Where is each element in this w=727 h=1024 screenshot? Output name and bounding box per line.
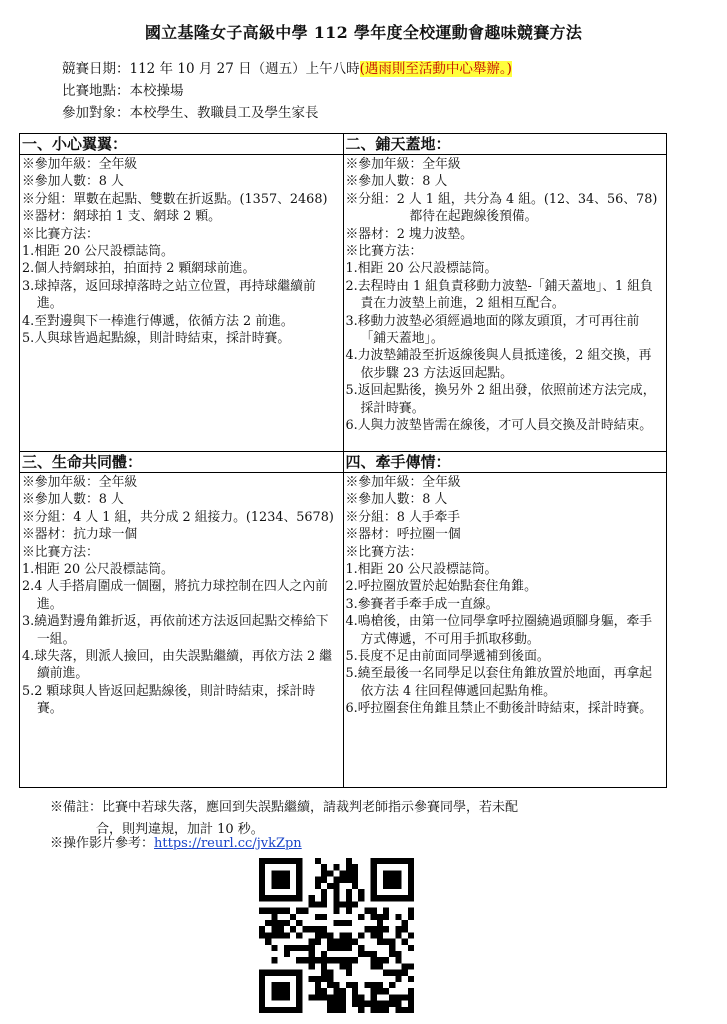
section-line: 4.力波墊鋪設至折返線後與人員抵達後，2 組交換，再依步驟 23 方法返回起點。 — [345, 348, 652, 381]
video-reference — [50, 832, 302, 851]
section-line: ※比賽方法： — [22, 544, 99, 560]
competition-table — [19, 133, 667, 788]
section-line: 3.球掉落，返回球掉落時之站立位置，再持球繼續前進。 — [22, 278, 316, 312]
section-line: 4.球失落，則派人撿回，由失誤點繼續，再依方法 2 繼續前進。 — [22, 649, 333, 682]
section-title: 二、鋪天蓋地： — [344, 135, 667, 155]
section-cell-2 — [343, 134, 667, 452]
event-date: 競賽日期：112 年 10 月 27 日（週五）上午八時 — [62, 61, 360, 77]
event-info — [62, 58, 512, 124]
section-line: 5.長度不足由前面同學遞補到後面。 — [345, 649, 550, 665]
section-line: ※比賽方法： — [22, 226, 99, 242]
section-line: ※參加人數：8 人 — [345, 174, 448, 190]
section-line: 2.個人持網球拍，拍面持 2 顆網球前進。 — [22, 261, 256, 277]
event-date-line — [62, 58, 512, 80]
section-line: 6.人與力波墊皆需在線後，才可人員交換及計時結束。 — [345, 418, 653, 434]
section-line: 3.移動力波墊必須經過地面的隊友頭頂，才可再往前「鋪天蓋地」。 — [345, 313, 640, 347]
video-link[interactable]: https://reurl.cc/jvkZpn — [154, 836, 302, 851]
section-line: 2.呼拉圈放置於起始點套住角錐。 — [345, 579, 537, 595]
section-line: ※比賽方法： — [345, 244, 423, 260]
remark-line-1: ※備註：比賽中若球失落，應回到失誤點繼續，請裁判老師指示參賽同學，若未配 — [50, 800, 519, 815]
video-label: ※操作影片參考： — [50, 836, 155, 851]
section-line: 6.呼拉圈套住角錐且禁止不動後計時結束，採計時賽。 — [345, 701, 653, 717]
section-line: ※參加人數：8 人 — [22, 174, 124, 190]
section-line: ※參加年級：全年級 — [345, 475, 461, 490]
section-line: 1.相距 20 公尺設標誌筒。 — [22, 244, 174, 260]
qr-code-image — [259, 858, 414, 1013]
section-line: 5.繞至最後一名同學足以套住角錐放置於地面，再拿起依方法 4 往回程傳遞回起點角椎。 — [345, 666, 653, 699]
remark-line-2: 合，則判違規，加計 10 秒。 — [96, 822, 264, 837]
section-line: ※參加人數：8 人 — [22, 492, 124, 508]
section-line: ※參加年級：全年級 — [22, 157, 138, 172]
section-line: 3.參賽者手牽手成一直線。 — [345, 596, 499, 612]
section-line: ※參加年級：全年級 — [22, 475, 138, 490]
section-line: ※分組：2 人 1 組，共分為 4 組。(12、34、56、78)都待在起跑線後預備。 — [345, 191, 658, 225]
section-cell-1 — [20, 134, 344, 452]
event-location: 比賽地點：本校操場 — [62, 83, 184, 99]
event-participants: 參加對象：本校學生、教職員工及學生家長 — [62, 105, 319, 121]
section-line: 5.2 顆球與人皆返回起點線後，則計時結束，採計時賽。 — [22, 683, 316, 717]
section-line: ※分組：4 人 1 組，共分成 2 組接力。(1234、5678) — [22, 509, 334, 525]
section-line: 4.至對邊與下一棒進行傳遞，依循方法 2 前進。 — [22, 313, 294, 329]
section-line: ※分組：單數在起點、雙數在折返點。(1357、2468) — [22, 191, 328, 207]
section-cell-3 — [20, 452, 344, 788]
rain-notice-highlight: (遇雨則至活動中心舉辦。) — [359, 61, 512, 77]
section-line: 5.人與球皆過起點線，則計時結束，採計時賽。 — [22, 331, 291, 347]
section-line: 4.鳴槍後，由第一位同學拿呼拉圈繞過頭腳身軀，牽手方式傳遞，不可用手抓取移動。 — [345, 614, 653, 647]
section-title: 四、牽手傳情： — [344, 453, 667, 473]
section-line: ※比賽方法： — [345, 544, 423, 560]
section-line: 2.4 人手搭肩圍成一個圈，將抗力球控制在四人之內前進。 — [22, 579, 328, 612]
section-line: ※參加年級：全年級 — [345, 157, 461, 172]
section-line: ※器材：抗力球一個 — [22, 527, 138, 543]
section-line: 3.繞過對邊角錐折返，再依前述方法返回起點交棒給下一組。 — [22, 614, 329, 647]
section-title: 一、小心翼翼： — [20, 135, 343, 155]
section-line: 1.相距 20 公尺設標誌筒。 — [345, 261, 498, 277]
section-line: ※器材：呼拉圈一個 — [345, 527, 461, 543]
section-line: ※器材：2 塊力波墊。 — [345, 226, 473, 242]
section-line: ※參加人數：8 人 — [345, 492, 448, 508]
section-line: ※器材：網球拍 1 支、網球 2 顆。 — [22, 209, 221, 225]
document-title: 國立基隆女子高級中學 112 學年度全校運動會趣味競賽方法 — [144, 23, 583, 42]
section-title: 三、生命共同體： — [20, 453, 343, 473]
section-line: 5.返回起點後，換另外 2 組出發，依照前述方法完成，採計時賽。 — [345, 383, 656, 416]
section-cell-4 — [343, 452, 667, 788]
section-line: 1.相距 20 公尺設標誌筒。 — [345, 562, 498, 578]
section-line: 2.去程時由 1 組負責移動力波墊-「鋪天蓋地」、1 組負責在力波墊上前進，2 組相互配合。 — [345, 278, 653, 312]
section-line: 1.相距 20 公尺設標誌筒。 — [22, 562, 174, 578]
section-line: ※分組：8 人手牽手 — [345, 509, 461, 525]
